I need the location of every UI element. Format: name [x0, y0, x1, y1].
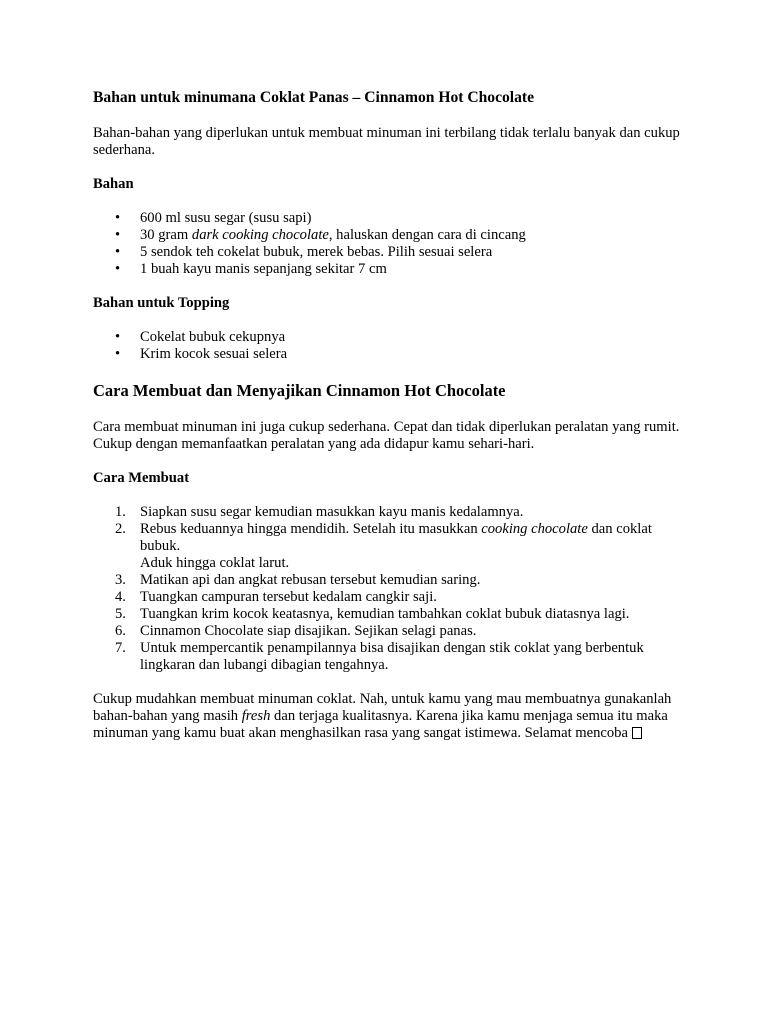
- closing-paragraph: [93, 691, 683, 742]
- bahan-list: [93, 210, 683, 278]
- topping-list: [93, 329, 683, 363]
- step-text: Untuk mempercantik penampilannya bisa disajikan dengan stik coklat yang berbentuk lingkaran dan lubangi dibagian tengahnya.: [140, 640, 644, 673]
- step-text: Rebus keduannya hingga mendidih. Setelah itu masukkan: [140, 521, 482, 537]
- step-text-line: [140, 521, 683, 555]
- step-number: 4.: [115, 589, 126, 605]
- step-text: Cinnamon Chocolate siap disajikan. Sejikan selagi panas.: [140, 623, 477, 639]
- bahan-heading: Bahan: [93, 176, 134, 192]
- intro-paragraph: Bahan-bahan yang diperlukan untuk membuat minuman ini terbilang tidak terlalu banyak dan cukup sederhana.: [93, 125, 680, 158]
- list-item-text: , haluskan dengan cara di cincang: [328, 227, 526, 243]
- list-item-text: Cokelat bubuk cekupnya: [140, 329, 286, 345]
- steps-list: [93, 504, 683, 674]
- document-page: [93, 88, 683, 759]
- bullet-icon: •: [115, 244, 121, 260]
- list-item: [93, 329, 683, 346]
- document-title: Bahan untuk minumana Coklat Panas – Cinnamon Hot Chocolate: [93, 89, 535, 106]
- closing-text: Cukup mudahkan membuat minuman coklat. Nah, untuk kamu yang mau membuatnya gunakanlah bahan-bahan yang masih: [93, 691, 672, 724]
- list-item-text: 30 gram: [140, 227, 192, 243]
- list-item: [93, 210, 683, 227]
- list-item: [93, 261, 683, 278]
- list-item-text: 1 buah kayu manis sepanjang sekitar 7 cm: [140, 261, 387, 277]
- step-number: 7.: [115, 640, 126, 656]
- step-item: [93, 504, 683, 521]
- step-number: 2.: [115, 521, 126, 537]
- list-item: [93, 244, 683, 261]
- step-number: 3.: [115, 572, 126, 588]
- smiley-placeholder-icon: [632, 727, 642, 739]
- closing-text: dan terjaga kualitasnya. Karena jika kamu menjaga semua itu maka minuman yang kamu buat akan menghasilkan rasa yang sangat istimewa. Selamat mencoba: [93, 708, 668, 741]
- step-text-extra: Aduk hingga coklat larut.: [140, 555, 290, 571]
- step-item: [93, 521, 683, 572]
- step-text: dan coklat bubuk.: [140, 521, 652, 554]
- topping-heading: Bahan untuk Topping: [93, 295, 230, 311]
- step-emphasis: cooking chocolate: [481, 521, 588, 537]
- section-intro-paragraph: Cara membuat minuman ini juga cukup sederhana. Cepat dan tidak diperlukan peralatan yang rumit. Cukup dengan memanfaatkan peralatan yang ada didapur kamu sehari-hari.: [93, 419, 680, 452]
- list-item-text: Krim kocok sesuai selera: [140, 346, 288, 362]
- cara-heading: Cara Membuat: [93, 470, 190, 486]
- step-text: Matikan api dan angkat rebusan tersebut kemudian saring.: [140, 572, 481, 588]
- step-item: [93, 623, 683, 640]
- bullet-icon: •: [115, 227, 121, 243]
- bullet-icon: •: [115, 329, 121, 345]
- section-heading: Cara Membuat dan Menyajikan Cinnamon Hot Chocolate: [93, 381, 506, 400]
- closing-emphasis: fresh: [241, 708, 271, 724]
- list-item: [93, 346, 683, 363]
- bullet-icon: •: [115, 210, 121, 226]
- step-text: Tuangkan campuran tersebut kedalam cangkir saji.: [140, 589, 437, 605]
- step-text: Siapkan susu segar kemudian masukkan kayu manis kedalamnya.: [140, 504, 524, 520]
- list-item-emphasis: dark cooking chocolate: [191, 227, 329, 243]
- step-number: 5.: [115, 606, 126, 622]
- list-item: [93, 227, 683, 244]
- step-text: Tuangkan krim kocok keatasnya, kemudian tambahkan coklat bubuk diatasnya lagi.: [140, 606, 630, 622]
- step-item: [93, 572, 683, 589]
- bullet-icon: •: [115, 261, 121, 277]
- bullet-icon: •: [115, 346, 121, 362]
- step-item: [93, 640, 683, 674]
- step-number: 1.: [115, 504, 126, 520]
- step-number: 6.: [115, 623, 126, 639]
- step-item: [93, 606, 683, 623]
- step-item: [93, 589, 683, 606]
- list-item-text: 5 sendok teh cokelat bubuk, merek bebas. Pilih sesuai selera: [140, 244, 493, 260]
- list-item-text: 600 ml susu segar (susu sapi): [140, 210, 312, 226]
